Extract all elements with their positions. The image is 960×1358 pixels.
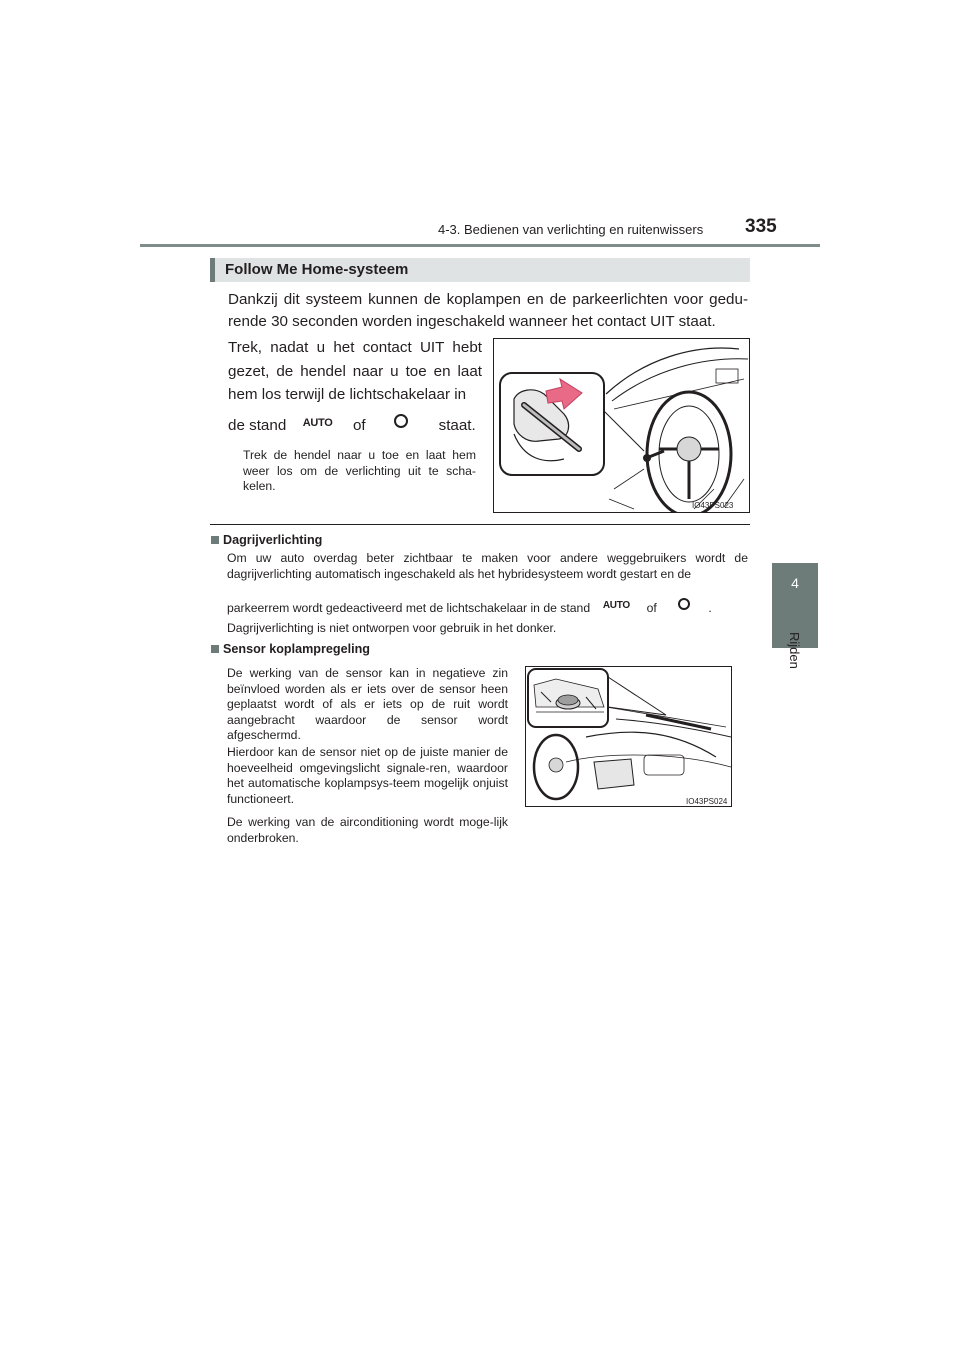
headlight-icon <box>394 414 408 428</box>
header-rule <box>140 244 820 247</box>
steering-lever-illustration <box>494 339 749 512</box>
sensor-paragraph-2: Hierdoor kan de sensor niet op de juiste manier de hoeveelheid omgevingslicht signale-ren, waardoor het automatische koplampsys-teem mogelijk onjuist functioneert. <box>227 745 508 806</box>
sensor-paragraph-3: De werking van de airconditioning wordt moge-lijk onderbroken. <box>227 815 508 845</box>
step-prefix: de stand <box>228 417 287 434</box>
step-of: of <box>352 417 366 434</box>
auto-symbol: AUTO <box>302 417 333 429</box>
step-paragraph: Trek, nadat u het contact UIT hebt gezet, de hendel naar u toe en laat hem los terwijl de lichtschakelaar in <box>228 339 482 403</box>
daylight-prefix: parkeerrem wordt gedeactiveerd met de lichtschakelaar in de stand <box>227 601 591 615</box>
daylight-note: Dagrijverlichting is niet ontworpen voor gebruik in het donker. <box>227 621 557 635</box>
section-title: Follow Me Home-systeem <box>225 261 409 278</box>
sensor-paragraph-1: De werking van de sensor kan in negatieve zin beïnvloed worden als er iets over de sensor heen geplaatst wordt of als er iets op de ruit wordt aangebracht waardoor de sensor wordt afgeschermd. <box>227 666 508 742</box>
step-paragraph-end <box>228 414 476 434</box>
auto-symbol: AUTO <box>602 600 630 611</box>
step-note: Trek de hendel naar u toe en laat hem weer los om de verlichting uit te scha-kelen. <box>243 448 476 493</box>
daylight-of: of <box>646 601 657 615</box>
daylight-paragraph-end <box>227 598 712 615</box>
section-separator <box>210 524 750 525</box>
running-header: 4-3. Bedienen van verlichting en ruitenwissers <box>438 222 704 237</box>
section-heading-accent <box>210 258 215 282</box>
chapter-tab-label: Rijden <box>787 632 802 669</box>
daylight-heading-text: Dagrijverlichting <box>223 533 323 547</box>
figure-code: IO43PS024 <box>686 797 728 806</box>
sensor-heading <box>211 642 370 656</box>
step-suffix: staat. <box>438 417 476 434</box>
headlight-icon <box>678 598 690 610</box>
light-sensor-illustration <box>526 667 731 806</box>
daylight-heading <box>211 533 322 547</box>
chapter-tab-number: 4 <box>791 575 799 591</box>
daylight-paragraph: Om uw auto overdag beter zichtbaar te maken voor andere weggebruikers wordt de dagrijverlichting automatisch ingeschakeld als het hybridesysteem wordt gestart en de <box>227 551 748 581</box>
bullet-square-icon <box>211 536 219 544</box>
bullet-square-icon <box>211 645 219 653</box>
page-number: 335 <box>745 216 777 237</box>
sensor-heading-text: Sensor koplampregeling <box>223 642 370 656</box>
figure-light-sensor <box>525 666 732 807</box>
section-lead-paragraph: Dankzij dit systeem kunnen de koplampen en de parkeerlichten voor gedu-rende 30 seconden worden ingeschakeld wanneer het contact UIT staat. <box>228 291 748 330</box>
figure-code: IO43PS023 <box>692 501 734 510</box>
figure-steering-lever <box>493 338 750 513</box>
daylight-period: . <box>708 601 712 615</box>
